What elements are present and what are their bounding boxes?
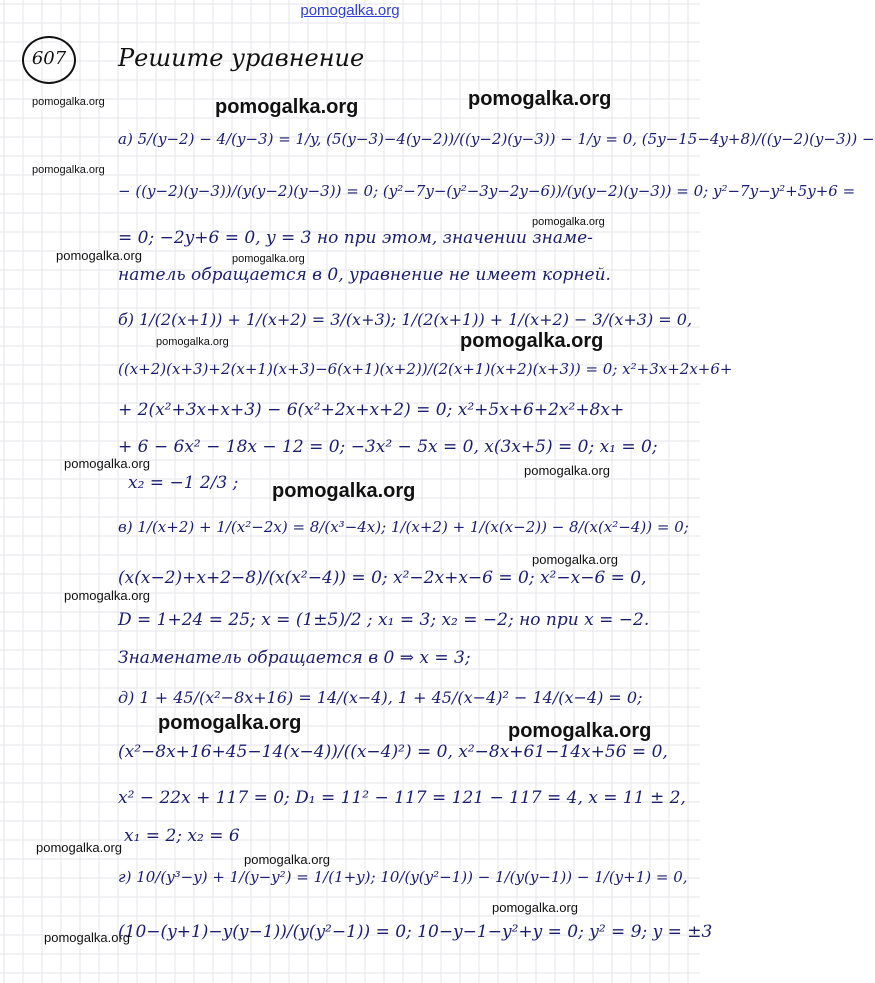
watermark: pomogalka.org [272,480,416,502]
solution-line: (x(x−2)+x+2−8)/(x(x²−4)) = 0; x²−2x+x−6 = 0; x²−x−6 = 0, [118,568,647,588]
watermark: pomogalka.org [508,720,652,742]
watermark: pomogalka.org [56,248,142,263]
watermark: pomogalka.org [32,96,105,108]
watermark: pomogalka.org [156,336,229,348]
solution-line: (x²−8x+16+45−14(x−4))/((x−4)²) = 0, x²−8x+61−14x+56 = 0, [118,742,668,762]
solution-line: б) 1/(2(x+1)) + 1/(x+2) = 3/(x+3); 1/(2(x+1)) + 1/(x+2) − 3/(x+3) = 0, [118,310,693,329]
solution-line: + 6 − 6x² − 18x − 12 = 0; −3x² − 5x = 0, x(3x+5) = 0; x₁ = 0; [118,437,658,457]
solution-line: D = 1+24 = 25; x = (1±5)/2 ; x₁ = 3; x₂ = −2; но при x = −2. [118,610,650,630]
solution-line: (10−(y+1)−y(y−1))/(y(y²−1)) = 0; 10−y−1−y²+y = 0; y² = 9; y = ±3 [118,922,713,942]
solution-line: x₁ = 2; x₂ = 6 [124,826,240,846]
solution-line: x² − 22x + 117 = 0; D₁ = 11² − 117 = 121 − 117 = 4, x = 11 ± 2, [118,788,686,808]
watermark: pomogalka.org [492,900,578,915]
watermark: pomogalka.org [532,216,605,228]
watermark: pomogalka.org [64,456,150,471]
solution-line: x₂ = −1 2/3 ; [128,473,239,493]
watermark: pomogalka.org [524,463,610,478]
watermark: pomogalka.org [532,552,618,567]
problem-number-circle [22,36,76,84]
watermark: pomogalka.org [158,712,302,734]
task-title: Решите уравнение [118,44,365,72]
solution-line: Знаменатель обращается в 0 ⇒ x = 3; [118,648,471,668]
problem-number: 607 [31,48,67,69]
watermark: pomogalka.org [36,840,122,855]
header-link[interactable]: pomogalka.org [300,2,400,19]
watermark: pomogalka.org [44,930,130,945]
solution-line: а) 5/(y−2) − 4/(y−3) = 1/y, (5(y−3)−4(y−2))/((y−2)(y−3)) − 1/y = 0, (5y−15−4y+8)/((y−2)(y−3)) − [118,130,875,148]
solution-line: − ((y−2)(y−3))/(y(y−2)(y−3)) = 0; (y²−7y−(y²−3y−2y−6))/(y(y−2)(y−3)) = 0; y²−7y−y²+5y+6 = [118,182,856,200]
solution-line: натель обращается в 0, уравнение не имеет корней. [118,265,611,285]
solution-line: в) 1/(x+2) + 1/(x²−2x) = 8/(x³−4x); 1/(x+2) + 1/(x(x−2)) − 8/(x(x²−4)) = 0; [118,518,689,536]
solution-line: ((x+2)(x+3)+2(x+1)(x+3)−6(x+1)(x+2))/(2(x+1)(x+2)(x+3)) = 0; x²+3x+2x+6+ [118,360,733,378]
solution-line: г) 10/(y³−y) + 1/(y−y²) = 1/(1+y); 10/(y(y²−1)) − 1/(y(y−1)) − 1/(y+1) = 0, [118,868,688,886]
watermark: pomogalka.org [32,164,105,176]
watermark: pomogalka.org [244,852,330,867]
watermark: pomogalka.org [215,96,359,118]
solution-line: + 2(x²+3x+x+3) − 6(x²+2x+x+2) = 0; x²+5x+6+2x²+8x+ [118,400,625,420]
watermark: pomogalka.org [64,588,150,603]
solution-line: = 0; −2y+6 = 0, y = 3 но при этом, значении знаме- [118,228,593,248]
watermark: pomogalka.org [468,88,612,110]
solution-line: д) 1 + 45/(x²−8x+16) = 14/(x−4), 1 + 45/(x−4)² − 14/(x−4) = 0; [118,688,643,707]
watermark: pomogalka.org [460,330,604,352]
watermark: pomogalka.org [232,253,305,265]
